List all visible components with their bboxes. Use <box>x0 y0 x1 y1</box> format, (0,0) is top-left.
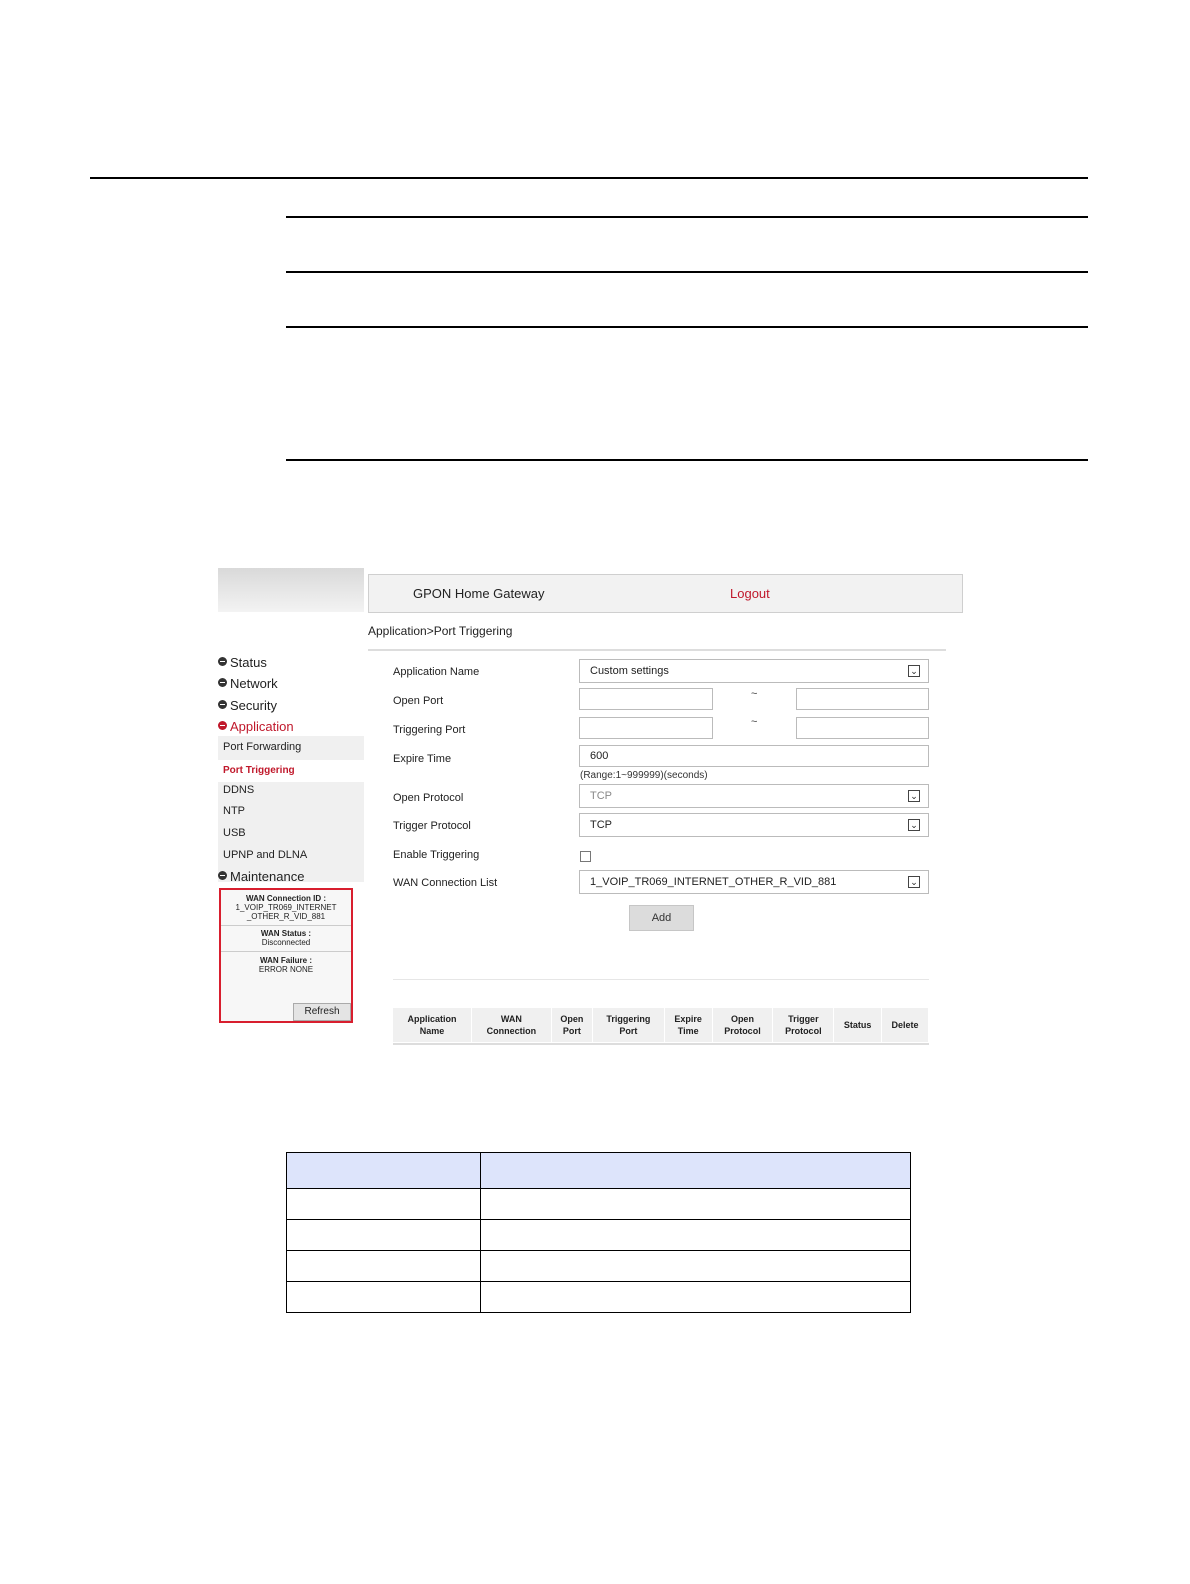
wan-conn-id-label: WAN Connection ID : <box>246 894 326 903</box>
col-wan-connection: WAN Connection <box>471 1008 551 1042</box>
triggering-port-label: Triggering Port <box>393 724 466 736</box>
wan-failure-value: ERROR NONE <box>258 965 314 974</box>
col-delete: Delete <box>881 1008 928 1042</box>
minus-circle-icon <box>218 721 227 730</box>
table-cell <box>287 1220 481 1251</box>
table-cell <box>481 1153 911 1189</box>
wan-connection-list-label: WAN Connection List <box>393 877 498 889</box>
open-port-end-input[interactable] <box>796 688 929 710</box>
range-separator: ~ <box>751 716 758 728</box>
wan-conn-id-value: 1_VOIP_TR069_INTERNET <box>235 903 337 912</box>
sidebar-header <box>218 568 364 612</box>
table-cell <box>287 1189 481 1220</box>
submenu-upnp-dlna[interactable]: UPNP and DLNA <box>223 849 308 861</box>
menu-maintenance[interactable] <box>218 869 304 884</box>
top-header <box>368 574 963 613</box>
table-cell <box>287 1282 481 1313</box>
expire-time-value: 600 <box>590 750 609 762</box>
table-cell <box>481 1282 911 1313</box>
page-rule <box>90 177 1088 179</box>
menu-label: Application <box>230 719 294 734</box>
section-rule <box>286 271 1088 273</box>
add-button[interactable]: Add <box>629 905 694 931</box>
table-header-row <box>393 1008 929 1042</box>
table-row <box>287 1220 911 1251</box>
wan-connection-list-value: 1_VOIP_TR069_INTERNET_OTHER_R_VID_881 <box>590 876 837 888</box>
open-port-start-input[interactable] <box>579 688 713 710</box>
table-bottom-border <box>393 1043 929 1045</box>
breadcrumb: Application>Port Triggering <box>368 624 513 638</box>
menu-label: Maintenance <box>230 869 305 884</box>
submenu-ntp[interactable]: NTP <box>223 805 245 817</box>
enable-triggering-label: Enable Triggering <box>393 849 480 861</box>
submenu-port-triggering[interactable]: Port Triggering <box>223 765 295 776</box>
open-port-label: Open Port <box>393 695 444 707</box>
chevron-down-icon: ⌄ <box>908 819 920 831</box>
triggering-rules-table <box>393 1008 929 1042</box>
col-status: Status <box>834 1008 882 1042</box>
expire-time-hint: (Range:1~999999)(seconds) <box>580 770 708 781</box>
table-row <box>287 1282 911 1313</box>
menu-label: Network <box>230 676 278 691</box>
expire-time-label: Expire Time <box>393 753 452 765</box>
menu-application[interactable] <box>218 719 294 734</box>
open-protocol-select[interactable] <box>579 784 929 808</box>
logout-link[interactable]: Logout <box>730 586 770 601</box>
trigger-protocol-value: TCP <box>590 819 612 831</box>
plus-circle-icon <box>218 678 227 687</box>
col-triggering-port: Triggering Port <box>592 1008 664 1042</box>
submenu-usb[interactable]: USB <box>223 827 246 839</box>
wan-connection-list-select[interactable] <box>579 870 929 894</box>
col-open-protocol: Open Protocol <box>712 1008 773 1042</box>
submenu-port-forwarding[interactable]: Port Forwarding <box>223 741 302 753</box>
form-divider <box>393 979 929 980</box>
section-rule <box>286 326 1088 328</box>
table-cell <box>287 1153 481 1189</box>
table-row <box>287 1251 911 1282</box>
app-name-select[interactable] <box>579 659 929 683</box>
wan-status-panel <box>219 888 353 1023</box>
wan-status-value: Disconnected <box>261 938 311 947</box>
wan-failure-label: WAN Failure : <box>259 956 312 965</box>
expire-time-input[interactable] <box>579 745 929 767</box>
plus-circle-icon <box>218 657 227 666</box>
wan-failure-block <box>221 952 351 974</box>
triggering-port-start-input[interactable] <box>579 717 713 739</box>
wan-conn-id-value-cont: _OTHER_R_VID_881 <box>246 912 326 921</box>
submenu-ddns[interactable]: DDNS <box>223 784 255 796</box>
wan-status-block <box>221 926 351 952</box>
menu-status[interactable] <box>218 655 267 670</box>
plus-circle-icon <box>218 700 227 709</box>
wan-conn-id-block <box>221 890 351 926</box>
trigger-protocol-label: Trigger Protocol <box>393 820 471 832</box>
breadcrumb-divider <box>368 649 946 651</box>
enable-triggering-checkbox[interactable] <box>580 851 591 862</box>
menu-label: Security <box>230 698 277 713</box>
table-cell <box>481 1251 911 1282</box>
open-protocol-value: TCP <box>590 790 612 802</box>
table-cell <box>287 1251 481 1282</box>
chevron-down-icon: ⌄ <box>908 665 920 677</box>
table-header-row <box>287 1153 911 1189</box>
open-protocol-label: Open Protocol <box>393 792 464 804</box>
chevron-down-icon: ⌄ <box>908 790 920 802</box>
col-open-port: Open Port <box>551 1008 592 1042</box>
table-cell <box>481 1220 911 1251</box>
range-separator: ~ <box>751 688 758 700</box>
app-name-value: Custom settings <box>590 665 669 677</box>
chevron-down-icon: ⌄ <box>908 876 920 888</box>
col-expire-time: Expire Time <box>664 1008 712 1042</box>
wan-status-label: WAN Status : <box>260 929 312 938</box>
menu-network[interactable] <box>218 676 278 691</box>
table-row <box>287 1189 911 1220</box>
section-rule <box>286 216 1088 218</box>
gateway-screenshot <box>218 568 961 1048</box>
refresh-button[interactable]: Refresh <box>293 1003 351 1021</box>
trigger-protocol-select[interactable] <box>579 813 929 837</box>
parameter-table <box>286 1152 911 1313</box>
table-cell <box>481 1189 911 1220</box>
menu-security[interactable] <box>218 698 277 713</box>
plus-circle-icon <box>218 871 227 880</box>
app-name-label: Application Name <box>393 666 480 678</box>
menu-label: Status <box>230 655 267 670</box>
app-title: GPON Home Gateway <box>413 586 545 601</box>
section-rule <box>286 459 1088 461</box>
col-trigger-protocol: Trigger Protocol <box>773 1008 834 1042</box>
triggering-port-end-input[interactable] <box>796 717 929 739</box>
col-application-name: Application Name <box>393 1008 471 1042</box>
